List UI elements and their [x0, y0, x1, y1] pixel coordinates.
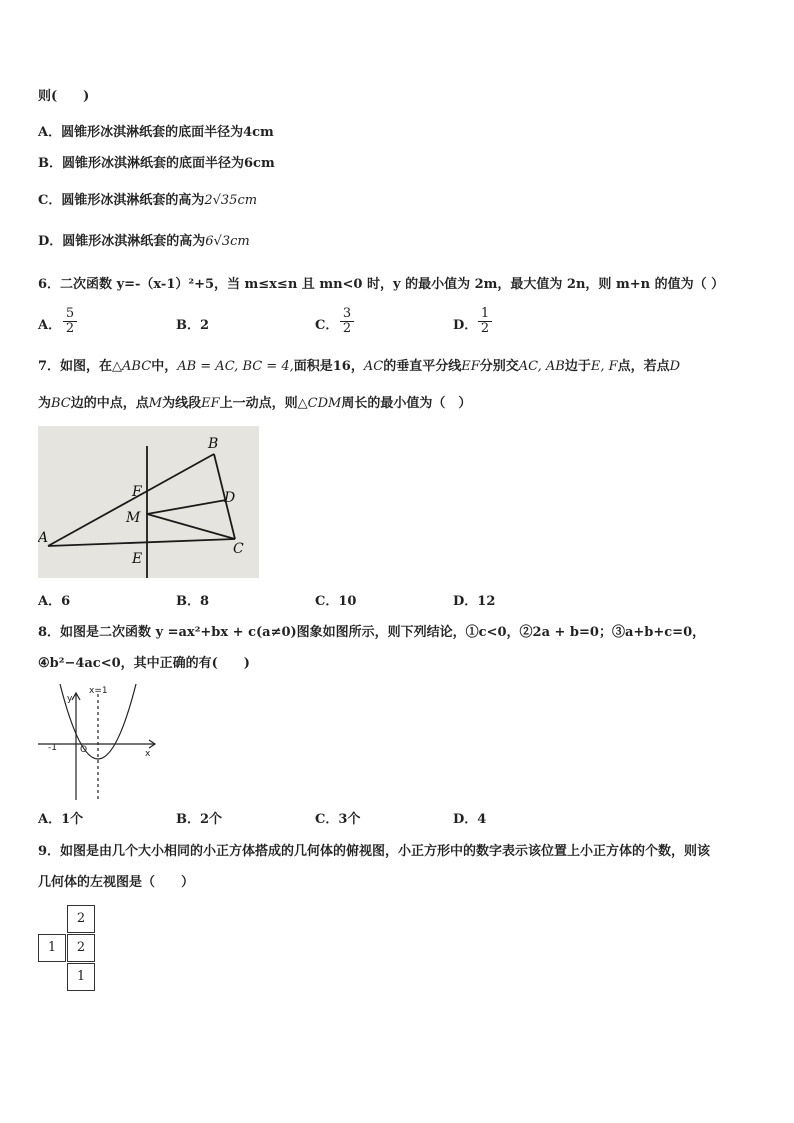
- q7-l1-h: EF: [461, 359, 480, 374]
- q6-option-d-fraction: [478, 307, 492, 336]
- q6-option-a-label[interactable]: A．: [38, 318, 62, 333]
- q7-l1-i: 分别交: [479, 359, 519, 374]
- q5-option-b[interactable]: B．圆锥形冰淇淋纸套的底面半径为6cm: [38, 156, 275, 171]
- q8-x-label: x: [145, 749, 151, 759]
- q7-l1-d: AB = AC, BC = 4,: [177, 359, 294, 374]
- q7-l2-f: EF: [201, 396, 220, 411]
- q6-option-d-label[interactable]: D．: [453, 318, 478, 333]
- q8-y-label: y: [67, 694, 73, 704]
- q7-option-c[interactable]: C．10: [315, 594, 357, 609]
- q6-option-d-denominator: 2: [480, 321, 490, 336]
- q7-l2-a: 为: [38, 396, 52, 411]
- q8-neg-one-label: -1: [48, 743, 57, 753]
- q7-l2-c: 边的中点，点: [70, 396, 149, 411]
- q7-l2-b: BC: [51, 396, 71, 411]
- q7-l2-i: 周长的最小值为（ ）: [341, 396, 472, 411]
- q8-option-b[interactable]: B．2个: [176, 812, 223, 827]
- q8-parabola-graph: [38, 684, 160, 804]
- q9-cell-mid-left: 1: [38, 934, 66, 962]
- q6-option-d-numerator: 1: [478, 307, 492, 322]
- q6-option-c-fraction: [340, 307, 354, 336]
- q6-stem: 6．二次函数 y=-（x-1）²+5，当 m≤x≤n 且 mn<0 时，y 的最小值为 2m，最大值为 2n，则 m+n 的值为（ ）: [38, 277, 725, 292]
- q7-option-d[interactable]: D．12: [453, 594, 496, 609]
- q5-option-a[interactable]: A．圆锥形冰淇淋纸套的底面半径为4cm: [38, 125, 274, 140]
- q7-label-m: M: [126, 510, 141, 526]
- q8-stem-line2: ④b²−4ac<0，其中正确的有( ): [38, 656, 250, 671]
- q7-l1-b: △ABC: [112, 359, 152, 374]
- q7-stem-line2: [38, 396, 471, 412]
- q7-label-d: D: [224, 490, 236, 506]
- q7-label-f: F: [132, 484, 142, 500]
- q9-top-view-grid: [38, 905, 98, 993]
- q7-l2-d: M: [148, 396, 163, 411]
- q5-option-d[interactable]: [38, 234, 250, 250]
- q7-l2-e: 为线段: [162, 396, 202, 411]
- q5-option-c-prefix: C．圆锥形冰淇淋纸套的高为: [38, 193, 205, 208]
- q7-l1-m: 点，若点: [617, 359, 670, 374]
- q9-cell-top: 2: [67, 905, 95, 933]
- q7-label-e: E: [132, 551, 143, 567]
- q9-stem-line1: 9．如图是由几个大小相同的小正方体搭成的几何体的俯视图，小正方形中的数字表示该位置上小正方体的个数，则该: [38, 844, 711, 859]
- q7-l2-h: △CDM: [297, 396, 342, 411]
- q7-option-b[interactable]: B．8: [176, 594, 210, 609]
- q7-l1-c: 中，: [151, 359, 178, 374]
- q7-l1-a: 7．如图，在: [38, 359, 113, 374]
- q6-option-a-denominator: 2: [65, 321, 75, 336]
- q7-l1-k: 边于: [564, 359, 591, 374]
- q7-stem-line1: [38, 359, 680, 375]
- q6-option-a-fraction: [63, 307, 77, 336]
- q6-option-c-denominator: 2: [342, 321, 352, 336]
- q7-l1-f: AC: [363, 359, 384, 374]
- q9-stem-line2: 几何体的左视图是（ ）: [38, 875, 195, 890]
- q7-l2-g: 上一动点，则: [219, 396, 298, 411]
- q8-option-c[interactable]: C．3个: [315, 812, 361, 827]
- q7-label-b: B: [208, 436, 219, 452]
- q7-triangle-figure: [38, 426, 259, 578]
- q8-origin-label: O: [80, 745, 88, 755]
- q5-option-c-math: 2√35cm: [204, 193, 258, 208]
- q7-l1-g: 的垂直平分线: [383, 359, 462, 374]
- q6-option-a-numerator: 5: [63, 307, 77, 322]
- q6-option-b[interactable]: B．2: [176, 318, 210, 333]
- q7-option-a[interactable]: A．6: [38, 594, 71, 609]
- q7-l1-n: D: [669, 359, 681, 374]
- q5-stem-tail: 则( ): [38, 89, 90, 104]
- q5-option-d-math: 6√3cm: [205, 234, 250, 249]
- q9-cell-mid-right: 2: [67, 934, 95, 962]
- q8-stem-line1: 8．如图是二次函数 y =ax²+bx + c(a≠0)图象如图所示，则下列结论，①c<0，②2a + b=0；③a+b+c=0，: [38, 625, 706, 640]
- q7-l1-j: AC, AB: [518, 359, 565, 374]
- q8-axis-line-label: x=1: [89, 686, 108, 696]
- q7-l1-e: 面积是16，: [293, 359, 364, 374]
- q8-option-d[interactable]: D．4: [453, 812, 487, 827]
- q8-option-a[interactable]: A．1个: [38, 812, 84, 827]
- q7-label-c: C: [233, 541, 244, 557]
- q6-option-c-label[interactable]: C．: [315, 318, 339, 333]
- q7-label-a: A: [38, 530, 49, 546]
- q7-l1-l: E, F: [590, 359, 618, 374]
- q9-cell-bottom: 1: [67, 963, 95, 991]
- q5-option-c[interactable]: [38, 193, 257, 209]
- q5-option-d-prefix: D．圆锥形冰淇淋纸套的高为: [38, 234, 206, 249]
- q6-option-c-numerator: 3: [340, 307, 354, 322]
